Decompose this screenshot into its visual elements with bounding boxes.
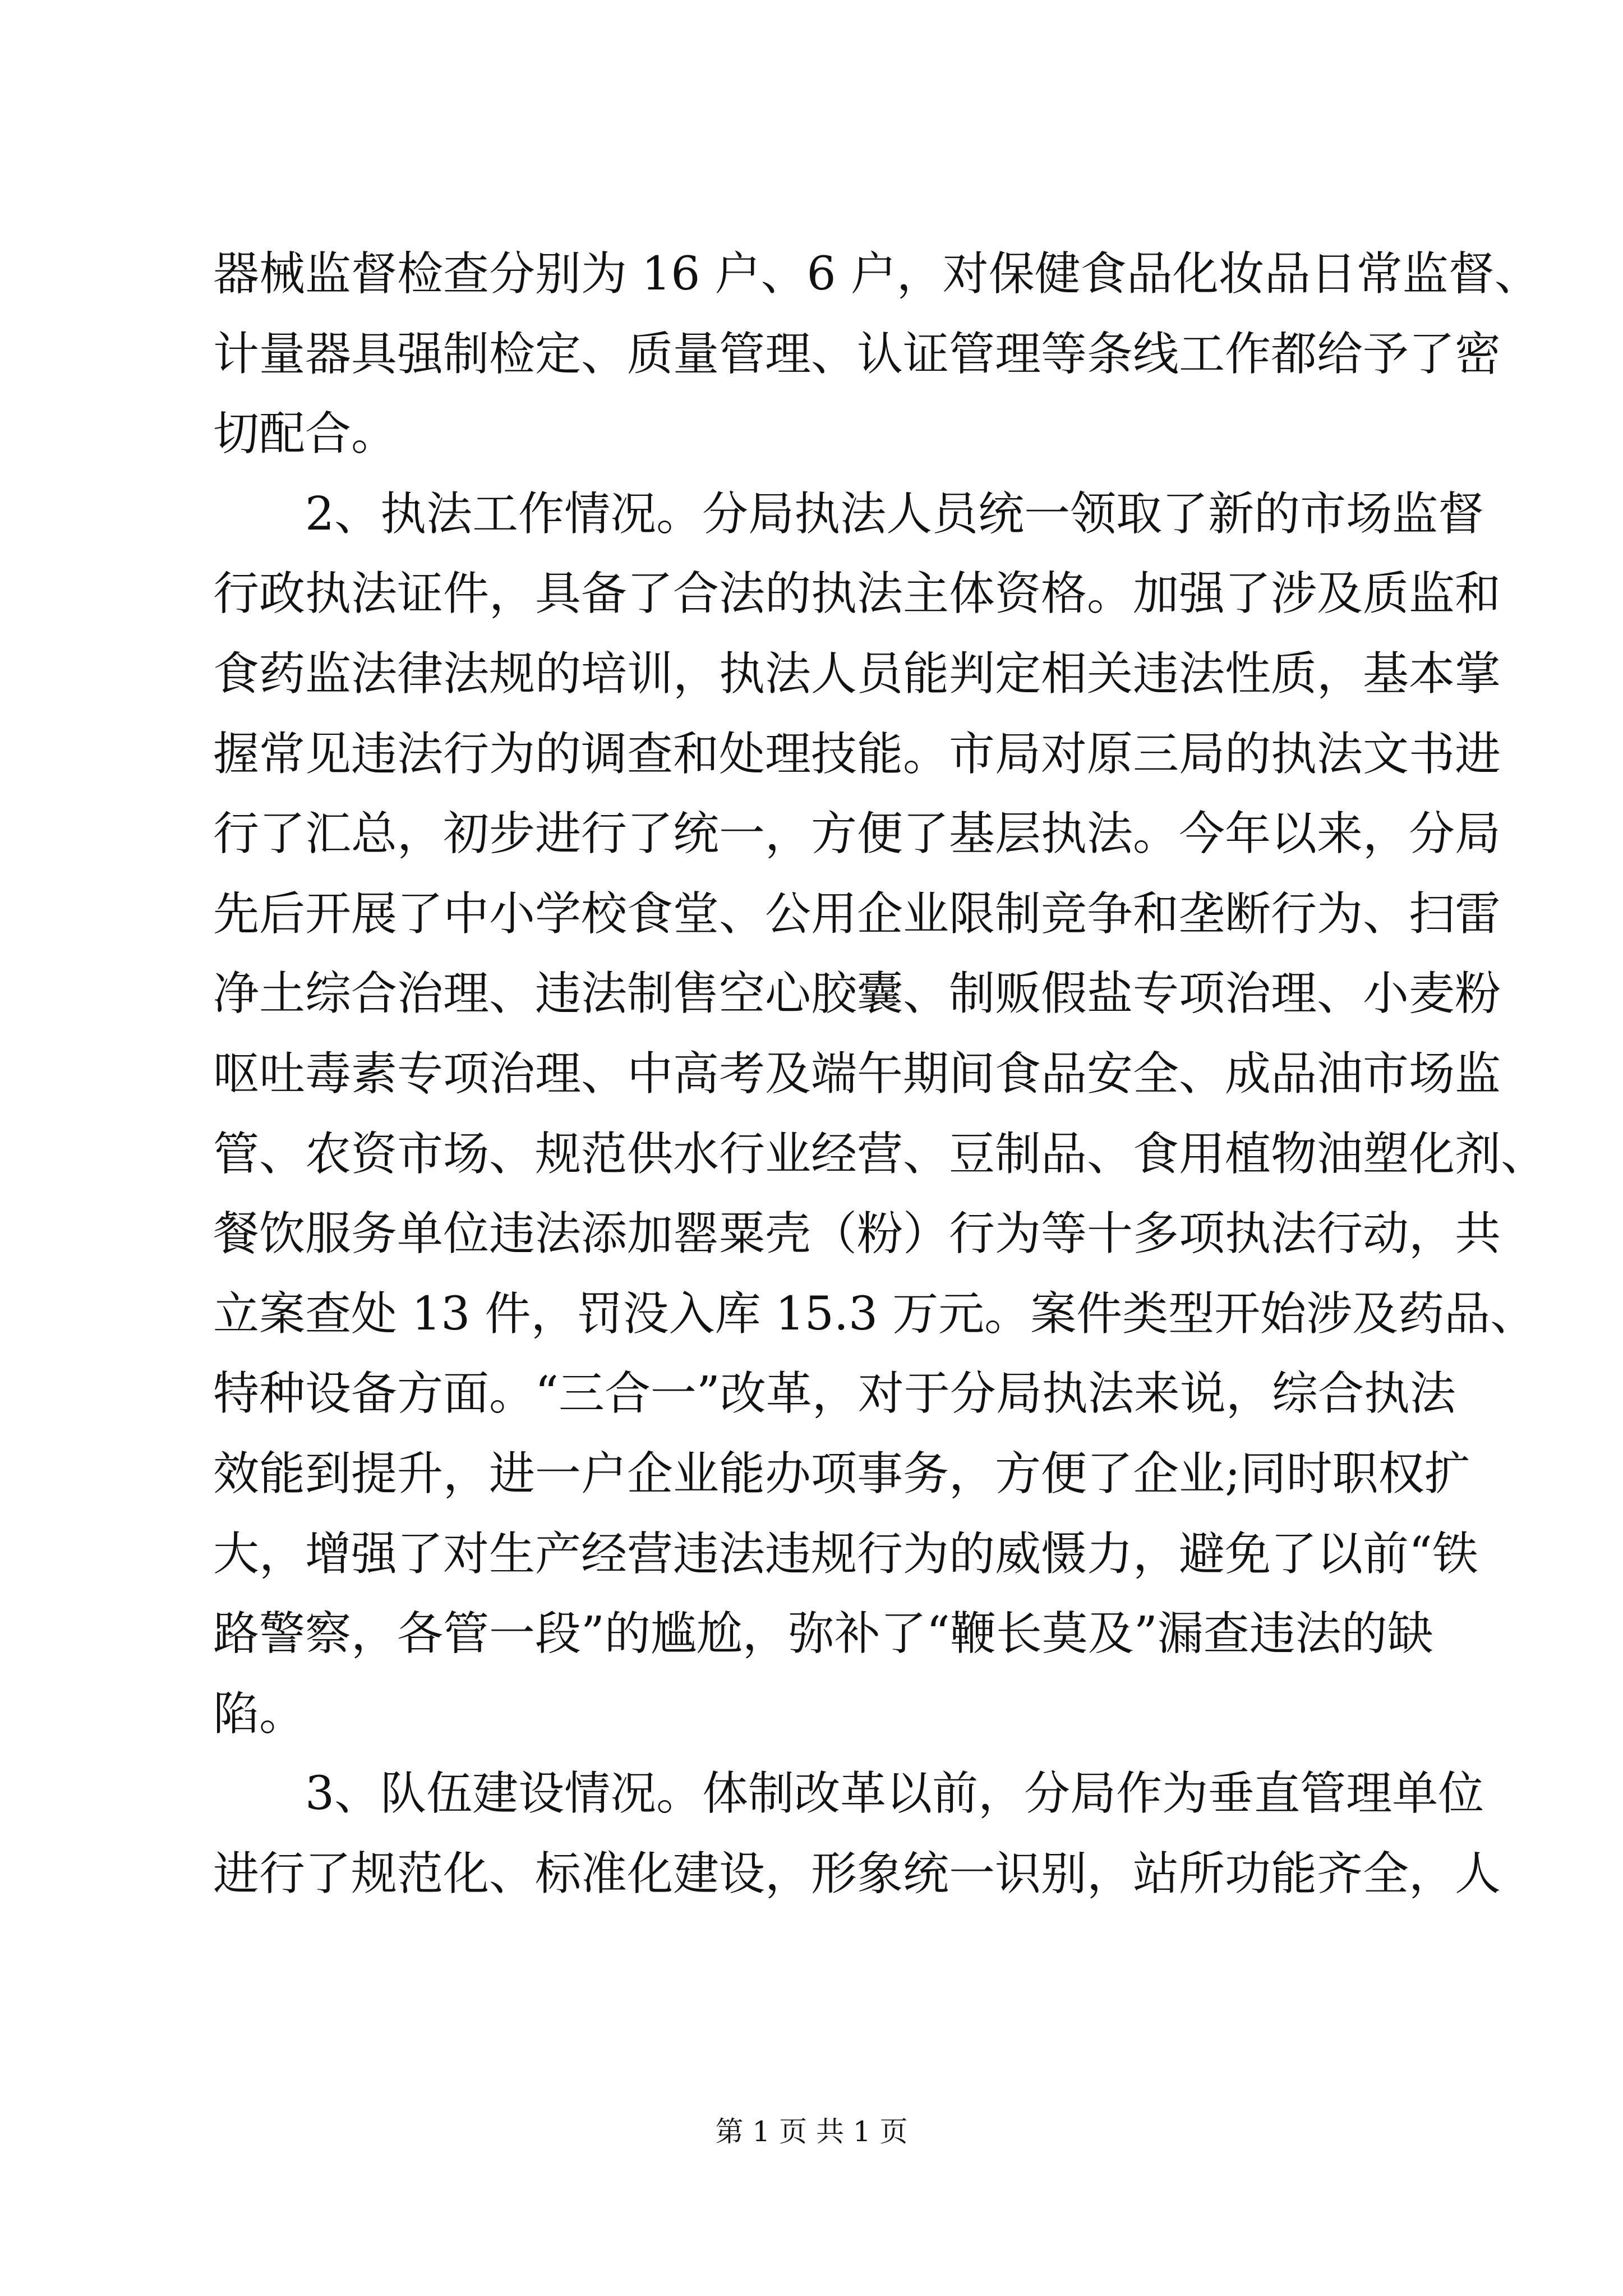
text-line: 食药监法律法规的培训，执法人员能判定相关违法性质，基本掌 bbox=[213, 647, 1501, 701]
text-line: 大，增强了对生产经营违法违规行为的威慑力，避免了以前“铁 bbox=[213, 1527, 1478, 1581]
text-line: 2、执法工作情况。分局执法人员统一领取了新的市场监督 bbox=[213, 487, 1484, 541]
text-line: 计量器具强制检定、质量管理、认证管理等条线工作都给予了密 bbox=[213, 327, 1501, 381]
text-line: 立案查处 13 件，罚没入库 15.3 万元。案件类型开始涉及药品、 bbox=[213, 1287, 1537, 1341]
body-text bbox=[213, 234, 1547, 1914]
text-line: 握常见违法行为的调查和处理技能。市局对原三局的执法文书进 bbox=[213, 727, 1501, 781]
text-line: 器械监督检查分别为 16 户、6 户，对保健食品化妆品日常监督、 bbox=[213, 247, 1541, 301]
text-line: 特种设备方面。“三合一”改革，对于分局执法来说，综合执法 bbox=[213, 1367, 1456, 1421]
text-line: 行了汇总，初步进行了统一，方便了基层执法。今年以来，分局 bbox=[213, 807, 1501, 861]
text-line: 管、农资市场、规范供水行业经营、豆制品、食用植物油塑化剂、 bbox=[213, 1127, 1547, 1181]
text-line: 进行了规范化、标准化建设，形象统一识别，站所功能齐全，人 bbox=[213, 1847, 1501, 1901]
text-line: 呕吐毒素专项治理、中高考及端午期间食品安全、成品油市场监 bbox=[213, 1047, 1501, 1101]
text-line: 陷。 bbox=[213, 1687, 306, 1741]
page-footer: 第 1 页 共 1 页 bbox=[715, 2115, 908, 2148]
text-line: 净土综合治理、违法制售空心胶囊、制贩假盐专项治理、小麦粉 bbox=[213, 967, 1501, 1021]
text-line: 切配合。 bbox=[213, 407, 398, 461]
text-line: 路警察，各管一段”的尴尬，弥补了“鞭长莫及”漏查违法的缺 bbox=[213, 1607, 1433, 1661]
text-line: 行政执法证件，具备了合法的执法主体资格。加强了涉及质监和 bbox=[213, 567, 1501, 621]
text-line: 效能到提升，进一户企业能办项事务，方便了企业;同时职权扩 bbox=[213, 1447, 1470, 1501]
text-line: 3、队伍建设情况。体制改革以前，分局作为垂直管理单位 bbox=[213, 1767, 1484, 1821]
text-line: 先后开展了中小学校食堂、公用企业限制竞争和垄断行为、扫雷 bbox=[213, 887, 1501, 941]
text-line: 餐饮服务单位违法添加罂粟壳（粉）行为等十多项执法行动，共 bbox=[213, 1207, 1501, 1261]
